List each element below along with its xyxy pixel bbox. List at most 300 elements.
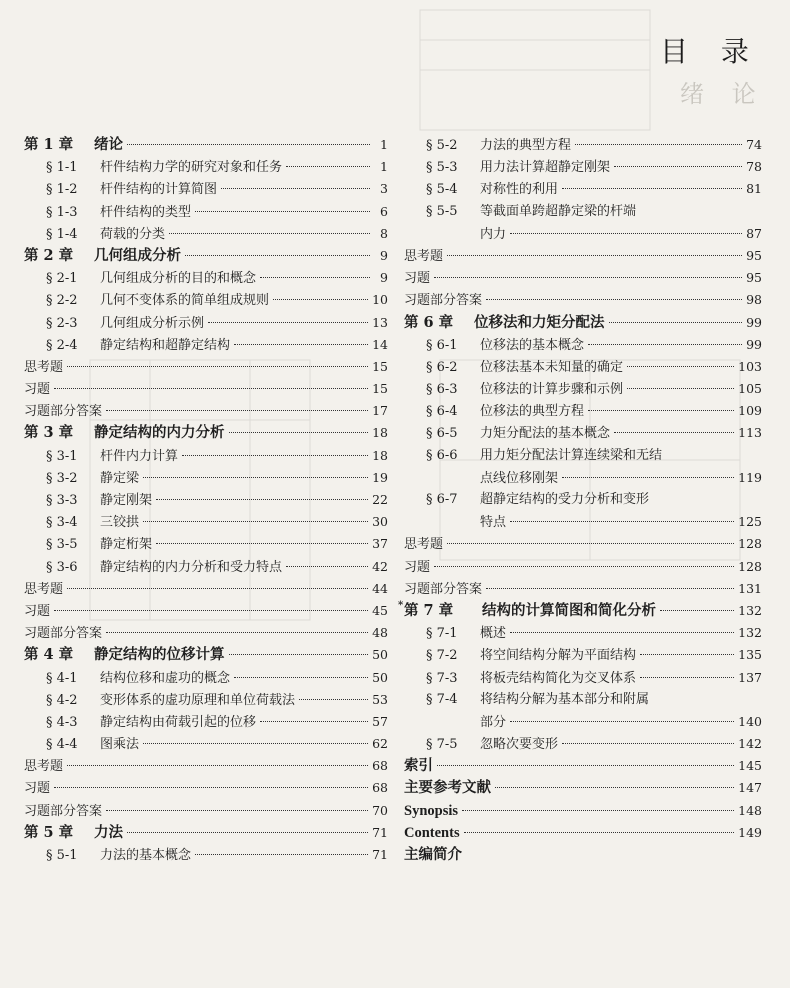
toc-entry-title: 思考题: [404, 248, 444, 264]
toc-entry-title: 主编简介: [404, 846, 462, 863]
toc-entry-number: § 4-2: [46, 692, 78, 708]
toc-entry-title: 思考题: [24, 581, 64, 597]
dot-leader: [588, 344, 742, 345]
toc-entry-title: 位移法基本未知量的确定: [480, 359, 624, 375]
toc-entry: [24, 755, 388, 777]
toc-entry-title: 等截面单跨超静定梁的杆端: [480, 203, 637, 219]
toc-entry-title: Synopsis: [404, 802, 459, 819]
toc-entry: [404, 511, 762, 533]
dot-leader: [627, 388, 734, 389]
dot-leader: [627, 366, 734, 367]
toc-entry-page: 95: [746, 247, 762, 263]
toc-entry: [404, 201, 762, 223]
dot-leader: [54, 787, 368, 788]
dot-leader: [510, 233, 742, 234]
toc-entry-title: 将板壳结构简化为交叉体系: [480, 670, 637, 686]
dot-leader: [614, 166, 742, 167]
toc-entry-title: 用力法计算超静定刚架: [480, 160, 611, 176]
toc-entry-number: § 5-2: [426, 138, 458, 153]
toc-entry-page: 6: [380, 203, 388, 219]
toc-entry-page: 132: [738, 602, 762, 618]
toc-entry-page: 9: [380, 247, 388, 263]
toc-entry-title: 位移法的典型方程: [480, 404, 585, 420]
toc-entry-number: § 2-4: [46, 337, 78, 353]
toc-entry: [24, 777, 388, 799]
toc-entry-page: 131: [738, 580, 762, 596]
toc-entry-page: 57: [372, 713, 388, 729]
toc-entry-number: 第 5 章: [24, 823, 74, 841]
toc-entry-page: 109: [738, 403, 762, 419]
toc-entry-page: 1: [380, 137, 388, 152]
toc-entry: [24, 644, 388, 666]
toc-entry-number: § 6-3: [426, 382, 458, 398]
dot-leader: [562, 188, 742, 189]
toc-entry-number: § 7-3: [426, 670, 458, 686]
toc-entry: [404, 223, 762, 245]
toc-left-column: [24, 134, 388, 866]
toc-entry-number: 第 7 章: [404, 601, 454, 619]
dot-leader: [143, 477, 368, 478]
toc-entry: [404, 644, 762, 666]
toc-entry-title: 习题部分答案: [24, 626, 103, 642]
toc-entry-title: 位移法和力矩分配法: [474, 313, 605, 331]
toc-entry-number: 第 3 章: [24, 424, 74, 442]
toc-entry-number: 第 2 章: [24, 246, 74, 264]
toc-entry-page: 99: [746, 336, 762, 352]
toc-entry: [24, 489, 388, 511]
dot-leader: [640, 677, 734, 678]
toc-entry-page: 50: [372, 647, 388, 663]
toc-entry-number: § 3-4: [46, 515, 78, 531]
toc-entry: [404, 822, 762, 844]
toc-entry-page: 119: [738, 469, 762, 485]
toc-entry: [404, 800, 762, 822]
dot-leader: [260, 721, 368, 722]
toc-entry: [404, 667, 762, 689]
toc-entry-page: 128: [738, 536, 762, 552]
dot-leader: [286, 566, 368, 567]
toc-entry-page: 103: [738, 358, 762, 374]
dot-leader: [562, 743, 734, 744]
toc-entry: [24, 556, 388, 578]
dot-leader: [127, 832, 368, 833]
dot-leader: [185, 255, 370, 256]
toc-entry-title: 将结构分解为基本部分和附属: [480, 691, 650, 707]
toc-entry-number: § 3-5: [46, 537, 78, 553]
toc-entry-title: 静定结构的位移计算: [94, 646, 225, 664]
dot-leader: [437, 765, 734, 766]
toc-entry-page: 15: [372, 358, 388, 374]
toc-entry-number: § 2-2: [46, 293, 78, 309]
toc-entry-number: § 5-3: [426, 160, 458, 176]
dot-leader: [143, 743, 368, 744]
toc-entry: [24, 223, 388, 245]
toc-entry-page: 9: [380, 270, 388, 286]
toc-entry: [24, 422, 388, 444]
dot-leader: [562, 477, 734, 478]
toc-entry-page: 50: [372, 669, 388, 685]
toc-entry-page: 135: [738, 647, 762, 663]
toc-entry-page: 95: [746, 270, 762, 286]
toc-entry-page: 44: [372, 580, 388, 596]
toc-entry: [404, 755, 762, 777]
toc-entry-title: 习题部分答案: [24, 404, 103, 420]
toc-entry-number: § 6-7: [426, 492, 458, 507]
dot-leader: [447, 255, 742, 256]
toc-entry-number: § 3-3: [46, 493, 78, 508]
toc-entry-number: § 4-4: [46, 737, 78, 753]
toc-entry-page: 3: [380, 181, 388, 197]
dot-leader: [510, 632, 734, 633]
dot-leader: [462, 810, 734, 811]
toc-entry: [404, 467, 762, 489]
dot-leader: [127, 144, 370, 145]
dot-leader: [229, 654, 369, 655]
toc-entry: [404, 556, 762, 578]
toc-entry-title: 对称性的利用: [480, 182, 559, 198]
dot-leader: [660, 610, 734, 611]
dot-leader: [208, 322, 368, 323]
toc-entry-page: 140: [738, 713, 762, 729]
dot-leader: [434, 277, 742, 278]
toc-entry-title: 静定结构和超静定结构: [100, 337, 231, 353]
toc-entry-number: § 7-2: [426, 648, 458, 664]
dot-leader: [495, 787, 734, 788]
toc-entry: [404, 489, 762, 511]
toc-entry-page: 137: [738, 669, 762, 685]
toc-entry-title: 超静定结构的受力分析和变形: [480, 492, 650, 507]
dot-leader: [486, 588, 734, 589]
toc-entry: [24, 733, 388, 755]
toc-entry-title: 静定桁架: [100, 537, 153, 553]
toc-entry-number: § 6-2: [426, 359, 458, 375]
toc-entry: [24, 289, 388, 311]
dot-leader: [273, 299, 368, 300]
toc-entry-title: 习题: [404, 271, 431, 287]
dot-leader: [510, 721, 734, 722]
toc-entry: [24, 445, 388, 467]
toc-entry-number: § 7-4: [426, 691, 458, 707]
toc-entry: [404, 400, 762, 422]
toc-entry-number: § 6-1: [426, 337, 458, 353]
toc-entry-title: 习题: [24, 781, 51, 797]
toc-entry-title: 杆件结构力学的研究对象和任务: [100, 160, 283, 176]
toc-entry: [404, 289, 762, 311]
toc-entry-number: § 1-4: [46, 226, 78, 242]
toc-entry-number: 第 1 章: [24, 136, 74, 153]
dot-leader: [54, 388, 368, 389]
dot-leader: [447, 543, 734, 544]
toc-entry-number: § 7-1: [426, 626, 458, 642]
toc-entry: [398, 599, 762, 622]
toc-entry: [24, 511, 388, 533]
toc-entry-page: 68: [372, 780, 388, 796]
toc-entry-number: § 5-1: [46, 848, 78, 863]
dot-leader: [588, 410, 734, 411]
dot-leader: [609, 322, 743, 323]
toc-entry-page: 71: [372, 847, 388, 862]
toc-entry-number: § 4-3: [46, 714, 78, 730]
toc-entry-number: 第 4 章: [24, 646, 74, 664]
toc-entry-number: § 3-1: [46, 448, 78, 464]
toc-entry-title: 位移法的基本概念: [480, 337, 585, 353]
toc-right-column: [398, 134, 762, 866]
toc-entry-page: 113: [738, 425, 762, 441]
toc-entry: [404, 422, 762, 444]
toc-entry-page: 1: [380, 159, 388, 175]
toc-entry: [24, 822, 388, 844]
dot-leader: [286, 166, 370, 167]
toc-entry-title: 思考题: [404, 537, 444, 553]
toc-entry: [24, 356, 388, 378]
toc-entry: [24, 711, 388, 733]
toc-entry: [24, 400, 388, 422]
toc-entry-page: 81: [746, 181, 762, 197]
toc-entry: [24, 267, 388, 289]
toc-entry-title: 部分: [480, 714, 507, 730]
toc-entry: [404, 245, 762, 267]
toc-entry-title: 索引: [404, 757, 433, 775]
toc-entry-title: 习题: [24, 382, 51, 398]
toc-entry-title: 三铰拱: [100, 515, 140, 531]
toc-entry-title: 主要参考文献: [404, 779, 491, 797]
toc-entry-page: 14: [372, 336, 388, 352]
toc-entry-title: 静定刚架: [100, 493, 153, 508]
toc-entry-page: 147: [738, 780, 762, 796]
toc-entry-number: § 5-4: [426, 182, 458, 198]
toc-entry-title: 忽略次要变形: [480, 737, 559, 753]
toc-entry-number: § 2-1: [46, 271, 78, 287]
toc-entry-page: 132: [738, 625, 762, 641]
toc-entry: [404, 267, 762, 289]
toc-entry-title: 变形体系的虚功原理和单位荷载法: [100, 692, 296, 708]
toc-entry-title: 几何不变体系的简单组成规则: [100, 293, 270, 309]
dot-leader: [67, 765, 368, 766]
toc-entry-number: § 4-1: [46, 670, 78, 686]
dot-leader: [464, 832, 735, 833]
toc-entry-title: 绪论: [94, 136, 123, 153]
toc-entry: [24, 201, 388, 223]
toc-entry-number: § 1-2: [46, 182, 78, 198]
dot-leader: [299, 699, 368, 700]
toc-entry: [24, 689, 388, 711]
toc-entry-title: 习题: [24, 603, 51, 619]
toc-entry-title: 杆件结构的类型: [100, 204, 192, 220]
toc-entry: [404, 622, 762, 644]
toc-entry: [404, 733, 762, 755]
toc-entry-page: 71: [372, 824, 388, 840]
toc-entry: [24, 134, 388, 156]
toc-entry-title: 点线位移刚架: [480, 470, 559, 486]
toc-entry: [24, 600, 388, 622]
dot-leader: [106, 810, 368, 811]
toc-entry: [404, 578, 762, 600]
toc-entry-number: § 6-6: [426, 447, 458, 463]
toc-entry-title: 特点: [480, 515, 507, 531]
toc-entry-page: 17: [372, 403, 388, 419]
dot-leader: [195, 211, 370, 212]
toc-entry-page: 37: [372, 536, 388, 552]
toc-entry: [404, 156, 762, 178]
dot-leader: [221, 188, 370, 189]
toc-entry: [24, 800, 388, 822]
toc-entry-page: 15: [372, 381, 388, 397]
toc-entry-page: 87: [746, 225, 762, 241]
toc-entry-page: 10: [372, 292, 388, 308]
toc-entry-title: 内力: [480, 226, 507, 242]
toc-entry-number: § 7-5: [426, 737, 458, 753]
toc-entry: [24, 334, 388, 356]
toc-entry: [24, 533, 388, 555]
toc-entry-page: 128: [738, 558, 762, 574]
toc-entry-title: 静定梁: [100, 470, 140, 486]
toc-entry-number: 第 6 章: [404, 313, 454, 331]
toc-entry-title: 用力矩分配法计算连续梁和无结: [480, 447, 663, 463]
toc-entry-page: 70: [372, 802, 388, 818]
toc-entry-page: 18: [372, 447, 388, 463]
dot-leader: [229, 432, 369, 433]
dot-leader: [182, 455, 368, 456]
toc-entry: [404, 312, 762, 334]
toc-entry-title: 力法: [94, 823, 123, 841]
toc-entry-title: 力法的典型方程: [480, 138, 572, 153]
toc-entry-title: 力矩分配法的基本概念: [480, 426, 611, 442]
toc-entry-page: 142: [738, 736, 762, 752]
dot-leader: [156, 543, 368, 544]
toc-entry-title: 杆件内力计算: [100, 448, 179, 464]
toc-entry-title: 习题: [404, 559, 431, 575]
toc-entry-page: 98: [746, 292, 762, 308]
toc-entry: [404, 689, 762, 711]
dot-leader: [260, 277, 370, 278]
dot-leader: [434, 566, 734, 567]
optional-chapter-star: *: [398, 599, 404, 611]
toc-entry: [404, 178, 762, 200]
toc-entry-title: 静定结构的内力分析: [94, 424, 225, 442]
toc-entry: [404, 356, 762, 378]
dot-leader: [614, 432, 734, 433]
toc-entry: [404, 711, 762, 733]
toc-entry: [24, 578, 388, 600]
dot-leader: [143, 521, 368, 522]
page-subtitle-watermark: 绪 论: [680, 80, 766, 108]
toc-entry-title: 概述: [480, 626, 507, 642]
toc-entry-number: § 1-3: [46, 204, 78, 220]
toc-entry-title: 习题部分答案: [404, 293, 483, 309]
toc-entry: [404, 378, 762, 400]
toc-entry-title: 荷载的分类: [100, 226, 166, 242]
toc-entry-page: 105: [738, 381, 762, 397]
toc-entry-number: § 3-2: [46, 470, 78, 486]
toc-entry-page: 45: [372, 602, 388, 618]
toc-entry-title: 几何组成分析: [94, 246, 181, 264]
toc-entry-page: 13: [372, 314, 388, 330]
toc-entry-page: 74: [746, 137, 762, 152]
toc-entry: [24, 622, 388, 644]
toc-entry: [24, 178, 388, 200]
dot-leader: [510, 521, 734, 522]
toc-entry-page: 22: [372, 492, 388, 507]
toc-entry-number: § 5-5: [426, 203, 458, 219]
toc-entry-number: § 6-5: [426, 426, 458, 442]
toc-entry-title: 几何组成分析示例: [100, 315, 205, 331]
toc-entry-page: 68: [372, 758, 388, 774]
dot-leader: [640, 654, 734, 655]
toc-entry-number: § 6-4: [426, 404, 458, 420]
toc-entry-title: 结构的计算简图和简化分析: [482, 601, 656, 619]
page-title: 目 录: [660, 35, 761, 68]
toc-entry: [24, 467, 388, 489]
toc-entry-title: Contents: [404, 824, 460, 841]
toc-entry: [404, 134, 762, 156]
toc-entry-number: § 1-1: [46, 160, 78, 176]
dot-leader: [67, 588, 368, 589]
dot-leader: [575, 144, 742, 145]
toc-entry-title: 几何组成分析的目的和概念: [100, 271, 257, 287]
dot-leader: [486, 299, 742, 300]
dot-leader: [106, 632, 368, 633]
dot-leader: [169, 233, 370, 234]
toc-entry-title: 习题部分答案: [24, 803, 103, 819]
toc-entry-page: 42: [372, 558, 388, 574]
toc-entry-page: 145: [738, 758, 762, 774]
toc-entry-title: 静定结构的内力分析和受力特点: [100, 559, 283, 575]
toc-entry: [404, 844, 762, 866]
toc-entry: [24, 667, 388, 689]
dot-leader: [106, 410, 368, 411]
toc-entry: [24, 156, 388, 178]
toc-entry-title: 图乘法: [100, 737, 140, 753]
toc-entry-title: 力法的基本概念: [100, 848, 192, 863]
toc-entry: [24, 844, 388, 866]
toc-entry-page: 62: [372, 736, 388, 752]
toc-entry-page: 30: [372, 514, 388, 530]
toc-entry-title: 位移法的计算步骤和示例: [480, 382, 624, 398]
toc-entry-number: § 2-3: [46, 315, 78, 331]
toc-entry: [404, 777, 762, 799]
toc-entry-title: 将空间结构分解为平面结构: [480, 648, 637, 664]
toc-entry-title: 思考题: [24, 759, 64, 775]
dot-leader: [156, 499, 368, 500]
toc-entry-title: 思考题: [24, 359, 64, 375]
toc-entry-page: 148: [738, 802, 762, 818]
toc-entry-page: 99: [746, 314, 762, 330]
toc-entry: [24, 245, 388, 267]
dot-leader: [234, 344, 368, 345]
toc-entry-title: 静定结构由荷载引起的位移: [100, 714, 257, 730]
toc-entry-page: 53: [372, 691, 388, 707]
toc-entry-title: 结构位移和虚功的概念: [100, 670, 231, 686]
toc-entry-title: 杆件结构的计算简图: [100, 182, 218, 198]
dot-leader: [54, 610, 368, 611]
toc-entry: [404, 533, 762, 555]
toc-entry: [24, 378, 388, 400]
dot-leader: [234, 677, 368, 678]
toc-entry-page: 78: [746, 159, 762, 175]
toc-entry-page: 48: [372, 625, 388, 641]
toc-entry: [24, 312, 388, 334]
toc-entry-number: § 3-6: [46, 559, 78, 575]
dot-leader: [195, 854, 368, 855]
toc-entry-title: 习题部分答案: [404, 581, 483, 597]
toc-entry-page: 149: [738, 824, 762, 840]
toc-entry-page: 125: [738, 514, 762, 530]
toc-entry-page: 8: [380, 225, 388, 241]
toc-entry-page: 19: [372, 469, 388, 485]
toc-entry: [404, 445, 762, 467]
toc-entry-page: 18: [372, 425, 388, 441]
toc-entry: [404, 334, 762, 356]
